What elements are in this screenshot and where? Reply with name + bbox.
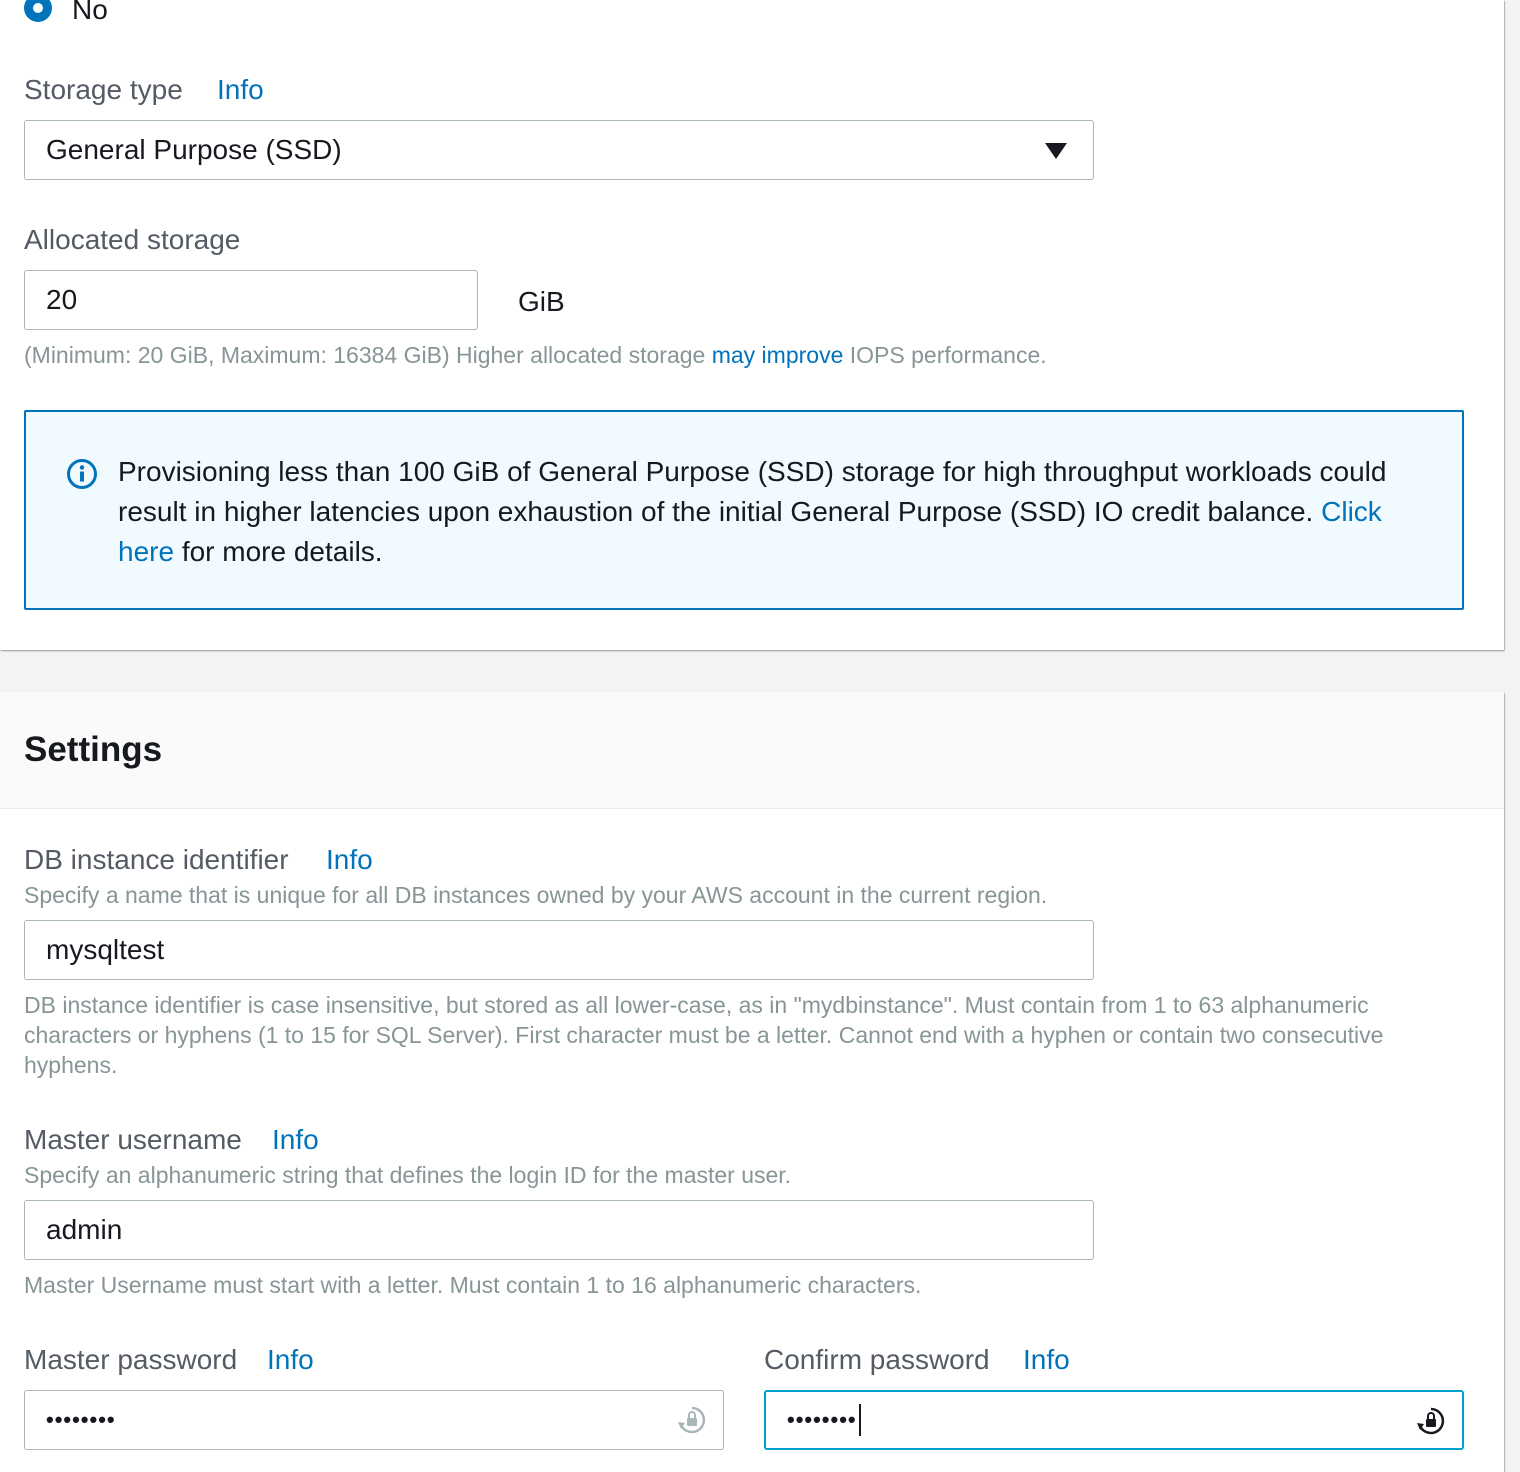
settings-panel (0, 692, 1504, 1472)
confirm-password-label: Confirm password (764, 1344, 990, 1375)
storage-type-label: Storage type (24, 74, 183, 105)
info-circle-icon (66, 458, 98, 490)
confirm-password-info-link[interactable]: Info (1023, 1344, 1070, 1375)
allocated-storage-hint (24, 342, 1047, 369)
click-here-link[interactable]: Click here (118, 496, 1382, 567)
master-password-masked-value: •••••••• (46, 1407, 116, 1432)
storage-type-selected-value: General Purpose (SSD) (46, 134, 342, 165)
master-username-value: admin (46, 1214, 123, 1245)
may-improve-link[interactable]: may improve (711, 342, 844, 368)
allocated-storage-hint-text-after: IOPS performance. (843, 342, 1047, 368)
db-identifier-constraint: DB instance identifier is case insensitive, but stored as all lower-case, as in "mydbinstance". Must contain from 1 to 63 alphanumeric characters or hyphens (1 to 15 for SQL Server). First character must be a letter. Cannot end with a hyphen or contain two consecutive hyphens. (24, 992, 1384, 1078)
allocated-storage-input[interactable] (24, 270, 478, 330)
db-identifier-label: DB instance identifier (24, 844, 289, 875)
db-identifier-value: mysqltest (46, 934, 165, 965)
allocated-storage-hint-text: (Minimum: 20 GiB, Maximum: 16384 GiB) Higher allocated storage (24, 342, 712, 368)
master-username-description: Specify an alphanumeric string that defines the login ID for the master user. (24, 1162, 792, 1188)
settings-title: Settings (24, 730, 163, 769)
allocated-storage-label: Allocated storage (24, 224, 241, 255)
dropdown-triangle-icon (1045, 143, 1067, 159)
master-username-input[interactable] (24, 1200, 1094, 1260)
db-identifier-description: Specify a name that is unique for all DB instances owned by your AWS account in the current region. (24, 882, 1048, 908)
radio-selected-icon[interactable] (24, 0, 52, 22)
storage-info-alert (24, 410, 1464, 610)
master-password-label: Master password (24, 1344, 238, 1375)
confirm-password-input[interactable] (764, 1390, 1464, 1450)
text-caret (859, 1404, 861, 1436)
settings-header (0, 692, 1504, 809)
radio-label-no: No (72, 0, 108, 25)
master-password-input[interactable] (24, 1390, 724, 1450)
db-identifier-info-link[interactable]: Info (326, 844, 373, 875)
alert-message (118, 452, 1418, 572)
password-toggle-icon[interactable] (1416, 1406, 1446, 1436)
allocated-storage-unit: GiB (518, 286, 565, 317)
storage-type-info-link[interactable]: Info (217, 74, 264, 105)
master-password-info-link[interactable]: Info (267, 1344, 314, 1375)
alert-text-after: for more details. (174, 536, 383, 567)
master-username-label: Master username (24, 1124, 242, 1155)
storage-panel (0, 0, 1504, 650)
password-toggle-icon[interactable] (677, 1405, 707, 1435)
master-username-info-link[interactable]: Info (272, 1124, 319, 1155)
alert-text: Provisioning less than 100 GiB of General Purpose (SSD) storage for high throughput workloads could result in higher latencies upon exhaustion of the initial General Purpose (SSD) IO credit balance. (118, 456, 1387, 527)
db-identifier-input[interactable] (24, 920, 1094, 980)
storage-type-select[interactable] (24, 120, 1094, 180)
allocated-storage-value: 20 (46, 284, 78, 315)
confirm-password-masked-value: •••••••• (787, 1407, 857, 1432)
master-username-constraint: Master Username must start with a letter. Must contain 1 to 16 alphanumeric characters. (24, 1272, 922, 1298)
